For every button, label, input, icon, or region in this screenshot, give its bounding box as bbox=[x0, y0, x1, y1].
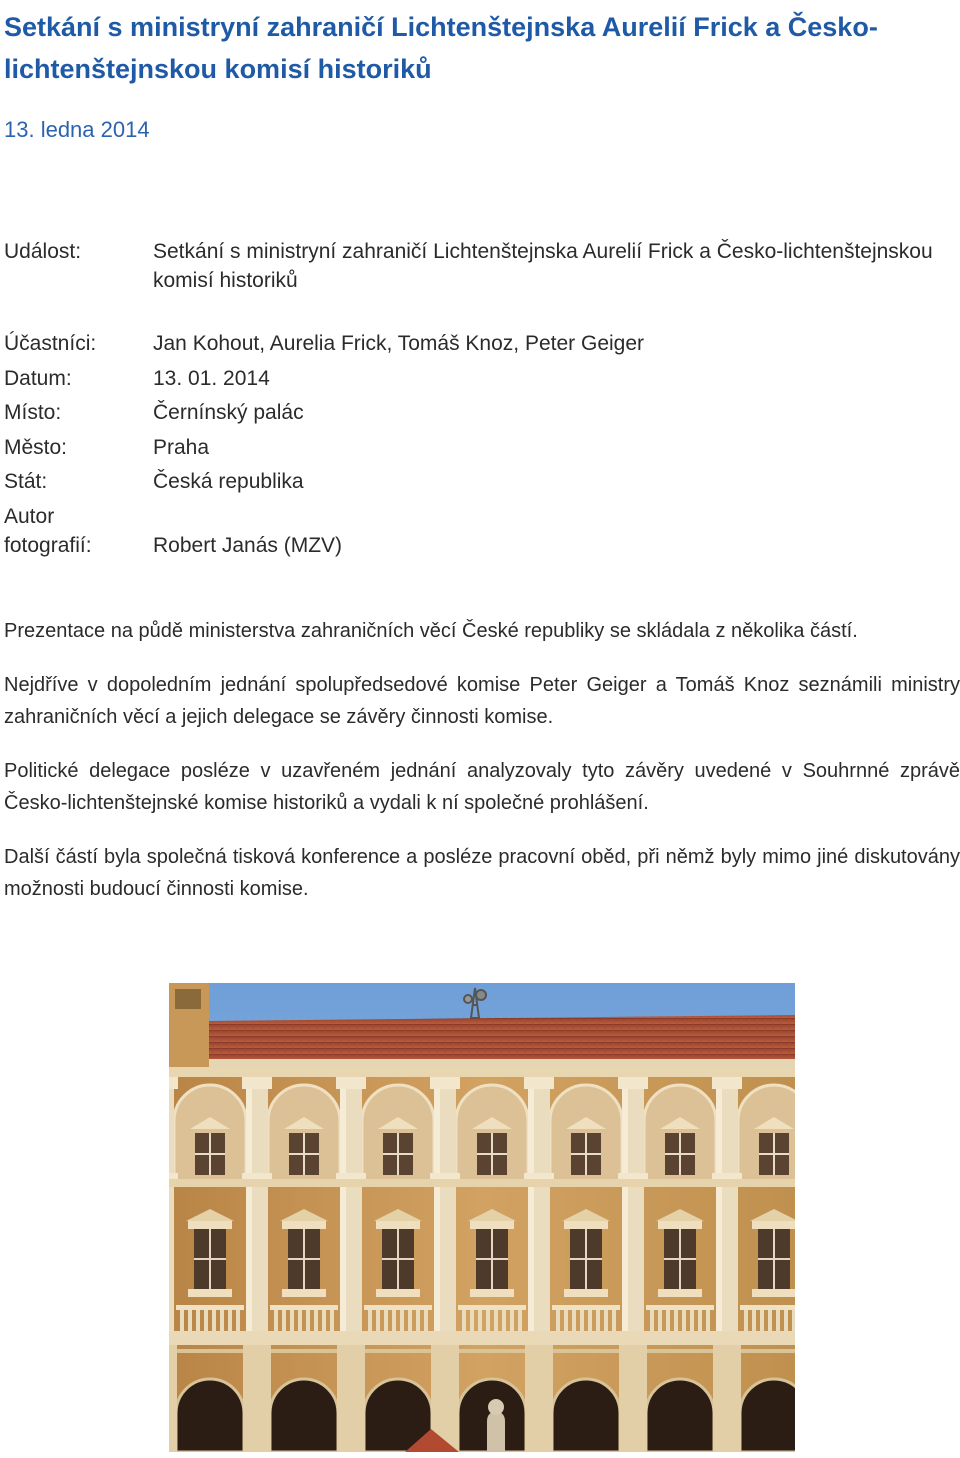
event-label: Událost: bbox=[4, 240, 82, 263]
palace-photo bbox=[169, 983, 795, 1452]
country-label: Stát: bbox=[4, 470, 48, 493]
city-value: Praha bbox=[153, 436, 210, 459]
place-value: Černínský palác bbox=[153, 401, 304, 424]
paragraph-political: Politické delegace posléze v uzavřeném jednání analyzovaly tyto závěry uvedené v Souhrnné zprávě Česko-lichtenštejnské komise historiků a vydali k ní společné prohlášení. bbox=[4, 760, 960, 814]
article-title: Setkání s ministryní zahraničí Lichtenštejnska Aurelií Frick a Česko-lichtenštejnskou komisí historiků bbox=[4, 12, 878, 84]
author-label-line2: fotografií: bbox=[4, 534, 92, 557]
author-label-line1: Autor bbox=[4, 505, 55, 528]
place-label: Místo: bbox=[4, 401, 62, 424]
country-value: Česká republika bbox=[153, 470, 304, 493]
date-value: 13. 01. 2014 bbox=[153, 367, 270, 390]
participants-value: Jan Kohout, Aurelia Frick, Tomáš Knoz, Peter Geiger bbox=[153, 332, 645, 355]
date-label: Datum: bbox=[4, 367, 72, 390]
paragraph-morning: Nejdříve v dopoledním jednání spolupředsedové komise Peter Geiger a Tomáš Knoz seznámili ministry zahraničních věcí a jejich delegace se závěry činnosti komise. bbox=[4, 674, 960, 728]
czernin-palace-image bbox=[169, 983, 795, 1452]
article-date: 13. ledna 2014 bbox=[4, 117, 150, 142]
paragraph-intro: Prezentace na půdě ministerstva zahraničních věcí České republiky se skládala z několika částí. bbox=[4, 620, 858, 642]
author-value: Robert Janás (MZV) bbox=[153, 534, 343, 557]
paragraph-conference: Další částí byla společná tisková konference a posléze pracovní oběd, při němž byly mimo jiné diskutovány možnosti budoucí činnosti komise. bbox=[4, 846, 960, 900]
participants-label: Účastníci: bbox=[4, 332, 97, 355]
city-label: Město: bbox=[4, 436, 68, 459]
event-value: Setkání s ministryní zahraničí Lichtenštejnska Aurelií Frick a Česko-lichtenštejnskou komisí historiků bbox=[153, 240, 933, 292]
